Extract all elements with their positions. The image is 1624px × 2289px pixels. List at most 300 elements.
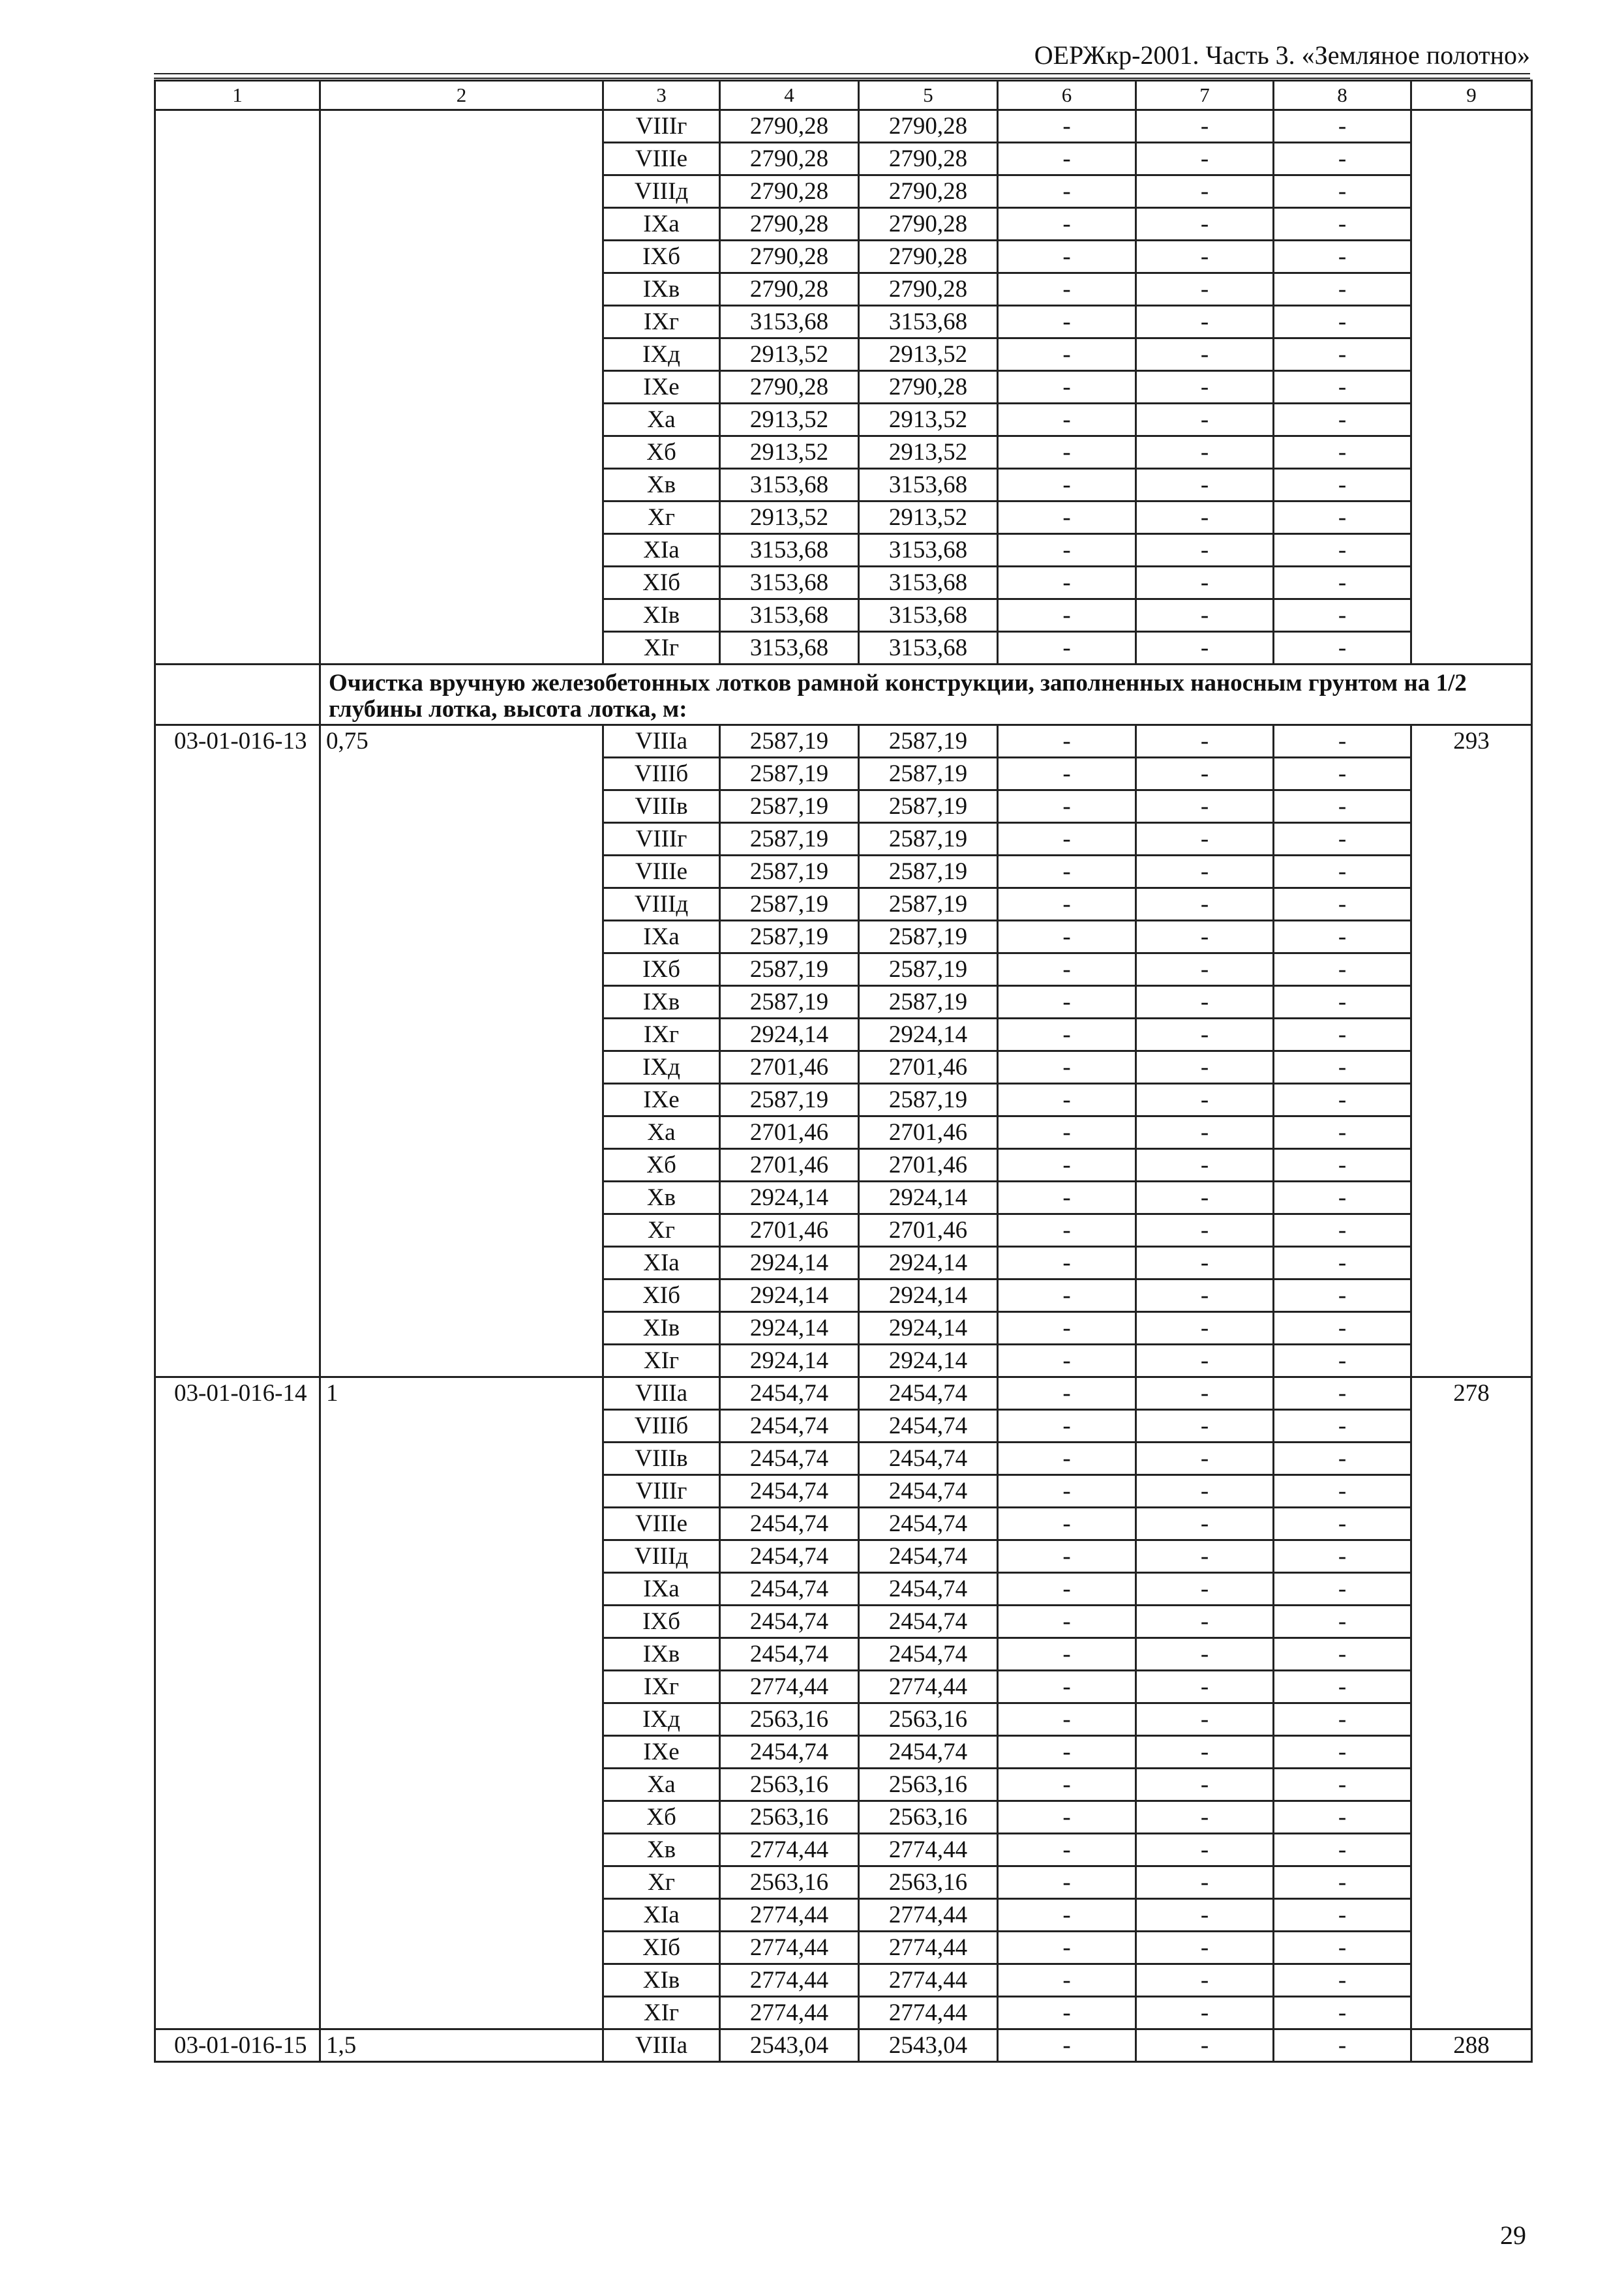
table-cell: 2454,74 bbox=[859, 1377, 998, 1410]
table-cell: - bbox=[998, 1377, 1136, 1410]
table-cell: 2774,44 bbox=[859, 1964, 998, 1997]
table-cell: 2454,74 bbox=[859, 1443, 998, 1475]
table-cell: 2701,46 bbox=[859, 1116, 998, 1149]
table-cell: 2913,52 bbox=[720, 404, 859, 436]
table-cell: 3153,68 bbox=[720, 632, 859, 665]
table-cell: - bbox=[998, 1866, 1136, 1899]
table-cell: 3153,68 bbox=[859, 567, 998, 599]
table-cell: 2543,04 bbox=[720, 2029, 859, 2062]
table-cell: - bbox=[1136, 1801, 1274, 1834]
table-cell: - bbox=[1274, 1182, 1411, 1214]
table-cell: 2924,14 bbox=[720, 1182, 859, 1214]
rate-code bbox=[155, 110, 320, 665]
table-cell: 2587,19 bbox=[720, 953, 859, 986]
table-cell: - bbox=[998, 1801, 1136, 1834]
table-cell: - bbox=[998, 1279, 1136, 1312]
table-cell: IXб bbox=[603, 953, 720, 986]
table-cell: - bbox=[998, 501, 1136, 534]
table-cell: - bbox=[1274, 208, 1411, 241]
table-cell: 2790,28 bbox=[720, 371, 859, 404]
table-cell: - bbox=[1136, 823, 1274, 856]
table-cell: - bbox=[1136, 1475, 1274, 1508]
table-cell: 2587,19 bbox=[859, 986, 998, 1019]
table-cell: - bbox=[1274, 436, 1411, 469]
table-cell: IXв bbox=[603, 1638, 720, 1671]
table-cell: - bbox=[1274, 501, 1411, 534]
table-cell: VIIIа bbox=[603, 1377, 720, 1410]
table-cell: - bbox=[998, 404, 1136, 436]
table-cell: 2790,28 bbox=[859, 273, 998, 306]
table-cell: 2587,19 bbox=[859, 790, 998, 823]
table-cell: - bbox=[1274, 888, 1411, 921]
table-cell: - bbox=[998, 1443, 1136, 1475]
table-cell: IXг bbox=[603, 306, 720, 338]
table-cell: - bbox=[1274, 1508, 1411, 1540]
table-cell: - bbox=[1136, 986, 1274, 1019]
table-cell: - bbox=[1274, 2029, 1411, 2062]
table-cell: - bbox=[1136, 1182, 1274, 1214]
table-cell: 2563,16 bbox=[720, 1801, 859, 1834]
table-cell: 2587,19 bbox=[859, 953, 998, 986]
table-cell: - bbox=[998, 1312, 1136, 1345]
table-cell: 2587,19 bbox=[859, 921, 998, 953]
rate-parameter: 1,5 bbox=[320, 2029, 603, 2062]
table-cell: XIа bbox=[603, 534, 720, 567]
table-cell: - bbox=[1136, 1084, 1274, 1116]
table-cell: VIIIе bbox=[603, 856, 720, 888]
table-cell: Xв bbox=[603, 1182, 720, 1214]
table-cell: - bbox=[1136, 371, 1274, 404]
table-cell: - bbox=[1274, 1540, 1411, 1573]
table-cell: - bbox=[1136, 1540, 1274, 1573]
table-cell: Xг bbox=[603, 1866, 720, 1899]
table-cell: - bbox=[1136, 1638, 1274, 1671]
table-cell: Xа bbox=[603, 1116, 720, 1149]
table-cell: - bbox=[1136, 758, 1274, 790]
table-cell: 2924,14 bbox=[859, 1345, 998, 1377]
table-cell: - bbox=[1274, 921, 1411, 953]
table-cell: Xб bbox=[603, 1149, 720, 1182]
table-cell: 2790,28 bbox=[720, 143, 859, 175]
table-cell: 3153,68 bbox=[859, 632, 998, 665]
table-cell: - bbox=[998, 1182, 1136, 1214]
table-cell: - bbox=[1274, 1573, 1411, 1606]
table-cell: - bbox=[1274, 1116, 1411, 1149]
table-cell: IXе bbox=[603, 1736, 720, 1769]
table-cell: - bbox=[1136, 175, 1274, 208]
table-cell: 2924,14 bbox=[720, 1312, 859, 1345]
table-cell: 2924,14 bbox=[859, 1312, 998, 1345]
table-cell: - bbox=[998, 1508, 1136, 1540]
table-cell: - bbox=[998, 1606, 1136, 1638]
table-cell: - bbox=[998, 1997, 1136, 2029]
table-cell: - bbox=[998, 1116, 1136, 1149]
table-cell: 3153,68 bbox=[720, 469, 859, 501]
table-cell: - bbox=[998, 436, 1136, 469]
table-cell: VIIIе bbox=[603, 143, 720, 175]
table-cell: 2774,44 bbox=[859, 1834, 998, 1866]
table-cell: IXг bbox=[603, 1019, 720, 1051]
table-cell: 2454,74 bbox=[720, 1638, 859, 1671]
table-cell: IXе bbox=[603, 1084, 720, 1116]
table-cell: VIIIа bbox=[603, 2029, 720, 2062]
table-cell: 3153,68 bbox=[720, 306, 859, 338]
table-cell: XIв bbox=[603, 1312, 720, 1345]
table-cell: 2563,16 bbox=[720, 1866, 859, 1899]
table-cell: - bbox=[1274, 469, 1411, 501]
table-cell: 2924,14 bbox=[720, 1247, 859, 1279]
table-cell: - bbox=[1274, 241, 1411, 273]
column-number: 1 bbox=[155, 81, 320, 110]
table-cell: - bbox=[1274, 856, 1411, 888]
table-cell: - bbox=[1136, 1116, 1274, 1149]
table-cell: - bbox=[1136, 110, 1274, 143]
table-cell: - bbox=[1136, 1997, 1274, 2029]
column-9-value: 288 bbox=[1411, 2029, 1532, 2062]
table-cell: - bbox=[1136, 1932, 1274, 1964]
table-cell: - bbox=[1274, 1149, 1411, 1182]
table-cell: - bbox=[1274, 1834, 1411, 1866]
table-cell: - bbox=[1274, 567, 1411, 599]
table-cell: - bbox=[998, 1410, 1136, 1443]
table-cell: - bbox=[998, 823, 1136, 856]
table-cell: IXд bbox=[603, 1703, 720, 1736]
table-cell: 2454,74 bbox=[720, 1410, 859, 1443]
table-cell: - bbox=[1136, 953, 1274, 986]
table-cell: - bbox=[998, 921, 1136, 953]
table-cell: 2587,19 bbox=[720, 790, 859, 823]
table-cell: - bbox=[1136, 1866, 1274, 1899]
table-cell: - bbox=[998, 1671, 1136, 1703]
table-cell: XIг bbox=[603, 1345, 720, 1377]
table-cell: - bbox=[1136, 338, 1274, 371]
table-cell: - bbox=[1274, 1247, 1411, 1279]
table-cell: - bbox=[1136, 1247, 1274, 1279]
table-cell: - bbox=[1274, 1051, 1411, 1084]
table-cell: - bbox=[998, 1899, 1136, 1932]
table-cell: - bbox=[998, 1051, 1136, 1084]
column-number: 5 bbox=[859, 81, 998, 110]
table-cell: Xа bbox=[603, 404, 720, 436]
table-cell: 2701,46 bbox=[720, 1214, 859, 1247]
table-cell: VIIIд bbox=[603, 1540, 720, 1573]
table-cell: 2454,74 bbox=[720, 1736, 859, 1769]
table-cell: - bbox=[1136, 632, 1274, 665]
table-row bbox=[155, 1377, 1532, 1410]
table-cell: 2774,44 bbox=[720, 1671, 859, 1703]
table-cell: - bbox=[1136, 208, 1274, 241]
table-cell: 2790,28 bbox=[720, 175, 859, 208]
table-cell: 2587,19 bbox=[720, 986, 859, 1019]
table-cell: 2587,19 bbox=[720, 1084, 859, 1116]
table-cell: - bbox=[1136, 1410, 1274, 1443]
column-number: 8 bbox=[1274, 81, 1411, 110]
table-row bbox=[155, 725, 1532, 758]
table-cell: - bbox=[998, 469, 1136, 501]
table-cell: - bbox=[1136, 1964, 1274, 1997]
table-cell: - bbox=[1274, 632, 1411, 665]
table-cell: - bbox=[1136, 567, 1274, 599]
table-cell: - bbox=[998, 534, 1136, 567]
table-cell: XIг bbox=[603, 1997, 720, 2029]
table-cell: - bbox=[1136, 856, 1274, 888]
table-cell: 2790,28 bbox=[859, 241, 998, 273]
table-cell: - bbox=[1274, 1377, 1411, 1410]
table-cell: - bbox=[1136, 1051, 1274, 1084]
column-number: 2 bbox=[320, 81, 603, 110]
table-cell: VIIIе bbox=[603, 1508, 720, 1540]
table-cell: 2924,14 bbox=[720, 1279, 859, 1312]
table-cell: 2924,14 bbox=[720, 1345, 859, 1377]
rates-table-body bbox=[155, 81, 1532, 2062]
table-cell: - bbox=[1136, 599, 1274, 632]
column-number: 6 bbox=[998, 81, 1136, 110]
table-cell: Xв bbox=[603, 1834, 720, 1866]
table-cell: - bbox=[1136, 143, 1274, 175]
table-cell: - bbox=[998, 1834, 1136, 1866]
table-cell: 2913,52 bbox=[859, 436, 998, 469]
column-number: 7 bbox=[1136, 81, 1274, 110]
header-rule bbox=[154, 78, 1530, 79]
table-cell: XIв bbox=[603, 599, 720, 632]
table-cell: - bbox=[1274, 1345, 1411, 1377]
table-cell: Xг bbox=[603, 501, 720, 534]
table-cell: 2454,74 bbox=[859, 1573, 998, 1606]
table-cell: - bbox=[998, 725, 1136, 758]
table-cell: - bbox=[1274, 1475, 1411, 1508]
table-cell: - bbox=[1136, 1345, 1274, 1377]
header-rule bbox=[154, 73, 1530, 74]
table-cell: - bbox=[1274, 790, 1411, 823]
table-cell: 2790,28 bbox=[859, 175, 998, 208]
table-cell: - bbox=[998, 1247, 1136, 1279]
table-cell: - bbox=[998, 1345, 1136, 1377]
table-cell: 2924,14 bbox=[859, 1279, 998, 1312]
table-cell: 2454,74 bbox=[859, 1508, 998, 1540]
table-cell: - bbox=[998, 2029, 1136, 2062]
table-cell: 2454,74 bbox=[720, 1475, 859, 1508]
table-cell: - bbox=[1136, 1279, 1274, 1312]
table-cell: 2913,52 bbox=[859, 501, 998, 534]
table-cell: 2701,46 bbox=[720, 1051, 859, 1084]
table-cell: - bbox=[1274, 1801, 1411, 1834]
column-9-value bbox=[1411, 110, 1532, 665]
table-cell: - bbox=[1136, 888, 1274, 921]
table-cell: VIIIд bbox=[603, 888, 720, 921]
table-cell: 2587,19 bbox=[720, 856, 859, 888]
table-cell: Xб bbox=[603, 1801, 720, 1834]
table-cell: - bbox=[1274, 1671, 1411, 1703]
table-cell: - bbox=[1136, 1214, 1274, 1247]
column-9-value: 293 bbox=[1411, 725, 1532, 1377]
table-cell: 2924,14 bbox=[859, 1182, 998, 1214]
table-cell: - bbox=[1274, 1736, 1411, 1769]
table-cell: 2774,44 bbox=[859, 1997, 998, 2029]
table-cell: - bbox=[998, 241, 1136, 273]
table-cell: 2790,28 bbox=[859, 371, 998, 404]
table-cell: 2563,16 bbox=[859, 1801, 998, 1834]
table-cell: - bbox=[1274, 1899, 1411, 1932]
table-cell: - bbox=[998, 1703, 1136, 1736]
table-cell: - bbox=[1274, 404, 1411, 436]
page-number: 29 bbox=[1500, 2221, 1526, 2250]
table-cell: 2454,74 bbox=[720, 1606, 859, 1638]
rate-parameter: 1 bbox=[320, 1377, 603, 2029]
table-cell: 3153,68 bbox=[859, 599, 998, 632]
table-cell: 2913,52 bbox=[720, 338, 859, 371]
table-cell: 2790,28 bbox=[859, 110, 998, 143]
table-cell: - bbox=[1274, 175, 1411, 208]
table-cell: - bbox=[1136, 725, 1274, 758]
rate-code: 03-01-016-14 bbox=[155, 1377, 320, 2029]
table-cell: Xа bbox=[603, 1769, 720, 1801]
table-cell: 2924,14 bbox=[859, 1247, 998, 1279]
table-cell: 2587,19 bbox=[859, 725, 998, 758]
table-cell: IXе bbox=[603, 371, 720, 404]
table-cell: - bbox=[1274, 1443, 1411, 1475]
table-cell: 2587,19 bbox=[859, 856, 998, 888]
table-cell: VIIIб bbox=[603, 1410, 720, 1443]
table-cell: 2701,46 bbox=[720, 1149, 859, 1182]
table-cell: XIа bbox=[603, 1899, 720, 1932]
table-cell: - bbox=[1136, 1508, 1274, 1540]
table-cell: 2790,28 bbox=[720, 241, 859, 273]
table-cell: 2924,14 bbox=[720, 1019, 859, 1051]
rate-code: 03-01-016-13 bbox=[155, 725, 320, 1377]
table-cell: XIб bbox=[603, 567, 720, 599]
section-title: Очистка вручную железобетонных лотков рамной конструкции, заполненных наносным грунтом на 1/2 глубины лотка, высота лотка, м: bbox=[320, 665, 1532, 725]
table-cell: 2454,74 bbox=[859, 1475, 998, 1508]
table-cell: - bbox=[1136, 501, 1274, 534]
table-cell: XIа bbox=[603, 1247, 720, 1279]
table-cell: - bbox=[998, 1638, 1136, 1671]
table-cell: 2701,46 bbox=[859, 1051, 998, 1084]
table-cell: 2774,44 bbox=[720, 1899, 859, 1932]
column-9-value: 278 bbox=[1411, 1377, 1532, 2029]
table-cell: VIIIв bbox=[603, 790, 720, 823]
column-number: 4 bbox=[720, 81, 859, 110]
table-cell: VIIIа bbox=[603, 725, 720, 758]
table-cell: 2701,46 bbox=[859, 1149, 998, 1182]
table-cell: IXд bbox=[603, 1051, 720, 1084]
table-cell: 2913,52 bbox=[859, 404, 998, 436]
table-cell: - bbox=[998, 110, 1136, 143]
table-cell: - bbox=[1274, 1769, 1411, 1801]
table-cell: - bbox=[1136, 1377, 1274, 1410]
table-cell: IXв bbox=[603, 986, 720, 1019]
rates-table bbox=[154, 80, 1533, 2063]
table-cell: 3153,68 bbox=[720, 567, 859, 599]
rate-code: 03-01-016-15 bbox=[155, 2029, 320, 2062]
table-cell: - bbox=[998, 1540, 1136, 1573]
table-cell: - bbox=[1274, 338, 1411, 371]
table-cell: 2563,16 bbox=[859, 1703, 998, 1736]
rate-parameter: 0,75 bbox=[320, 725, 603, 1377]
table-cell: VIIIг bbox=[603, 110, 720, 143]
table-cell: 2913,52 bbox=[720, 501, 859, 534]
table-cell: - bbox=[1136, 1573, 1274, 1606]
table-cell: - bbox=[998, 888, 1136, 921]
table-cell: - bbox=[1274, 1312, 1411, 1345]
table-cell: 2790,28 bbox=[859, 143, 998, 175]
column-number: 9 bbox=[1411, 81, 1532, 110]
table-cell: IXа bbox=[603, 208, 720, 241]
table-cell: 2701,46 bbox=[859, 1214, 998, 1247]
table-cell: 3153,68 bbox=[720, 534, 859, 567]
table-cell: - bbox=[1274, 823, 1411, 856]
table-cell: 2790,28 bbox=[720, 110, 859, 143]
table-cell: 2454,74 bbox=[720, 1540, 859, 1573]
table-cell: 2790,28 bbox=[720, 273, 859, 306]
section-row bbox=[155, 665, 1532, 725]
table-cell: - bbox=[998, 1736, 1136, 1769]
table-cell: - bbox=[1136, 1834, 1274, 1866]
table-cell: - bbox=[998, 1932, 1136, 1964]
table-cell: - bbox=[1274, 1279, 1411, 1312]
table-cell: - bbox=[1136, 1606, 1274, 1638]
table-cell: 2587,19 bbox=[720, 888, 859, 921]
table-cell: 2587,19 bbox=[859, 758, 998, 790]
table-cell: - bbox=[1274, 1410, 1411, 1443]
table-cell: 2454,74 bbox=[720, 1508, 859, 1540]
table-cell: - bbox=[1274, 953, 1411, 986]
table-cell: - bbox=[1136, 1899, 1274, 1932]
table-cell: - bbox=[1136, 534, 1274, 567]
table-cell: - bbox=[1274, 1638, 1411, 1671]
table-cell: 2774,44 bbox=[720, 1964, 859, 1997]
table-cell: XIв bbox=[603, 1964, 720, 1997]
table-cell: 2454,74 bbox=[859, 1736, 998, 1769]
table-cell: - bbox=[998, 208, 1136, 241]
table-cell: - bbox=[1136, 306, 1274, 338]
table-cell: 2563,16 bbox=[720, 1769, 859, 1801]
table-cell: - bbox=[998, 599, 1136, 632]
table-cell: - bbox=[998, 1149, 1136, 1182]
table-cell: - bbox=[1274, 534, 1411, 567]
table-cell: - bbox=[998, 856, 1136, 888]
table-cell: 2774,44 bbox=[720, 1997, 859, 2029]
table-cell: - bbox=[998, 790, 1136, 823]
table-cell: - bbox=[1136, 436, 1274, 469]
table-cell: - bbox=[1136, 273, 1274, 306]
table-cell: XIг bbox=[603, 632, 720, 665]
table-cell: 2774,44 bbox=[859, 1932, 998, 1964]
table-cell: 2563,16 bbox=[720, 1703, 859, 1736]
column-number: 3 bbox=[603, 81, 720, 110]
table-cell: 3153,68 bbox=[859, 469, 998, 501]
table-cell: 3153,68 bbox=[859, 534, 998, 567]
table-cell: - bbox=[998, 953, 1136, 986]
table-cell: IXв bbox=[603, 273, 720, 306]
table-cell: VIIIд bbox=[603, 175, 720, 208]
table-cell: 2774,44 bbox=[859, 1899, 998, 1932]
table-cell: - bbox=[998, 1964, 1136, 1997]
table-cell: 2913,52 bbox=[859, 338, 998, 371]
table-cell: - bbox=[1136, 1671, 1274, 1703]
table-cell: VIIIв bbox=[603, 1443, 720, 1475]
table-cell: 2587,19 bbox=[720, 823, 859, 856]
table-cell: 2454,74 bbox=[859, 1638, 998, 1671]
table-cell: 2913,52 bbox=[720, 436, 859, 469]
table-cell: - bbox=[1274, 1932, 1411, 1964]
table-cell: - bbox=[998, 143, 1136, 175]
table-cell: - bbox=[1136, 790, 1274, 823]
table-cell: - bbox=[1136, 469, 1274, 501]
table-cell: - bbox=[1274, 110, 1411, 143]
table-cell: - bbox=[1274, 1866, 1411, 1899]
table-cell: 2454,74 bbox=[720, 1377, 859, 1410]
table-cell: - bbox=[1136, 2029, 1274, 2062]
